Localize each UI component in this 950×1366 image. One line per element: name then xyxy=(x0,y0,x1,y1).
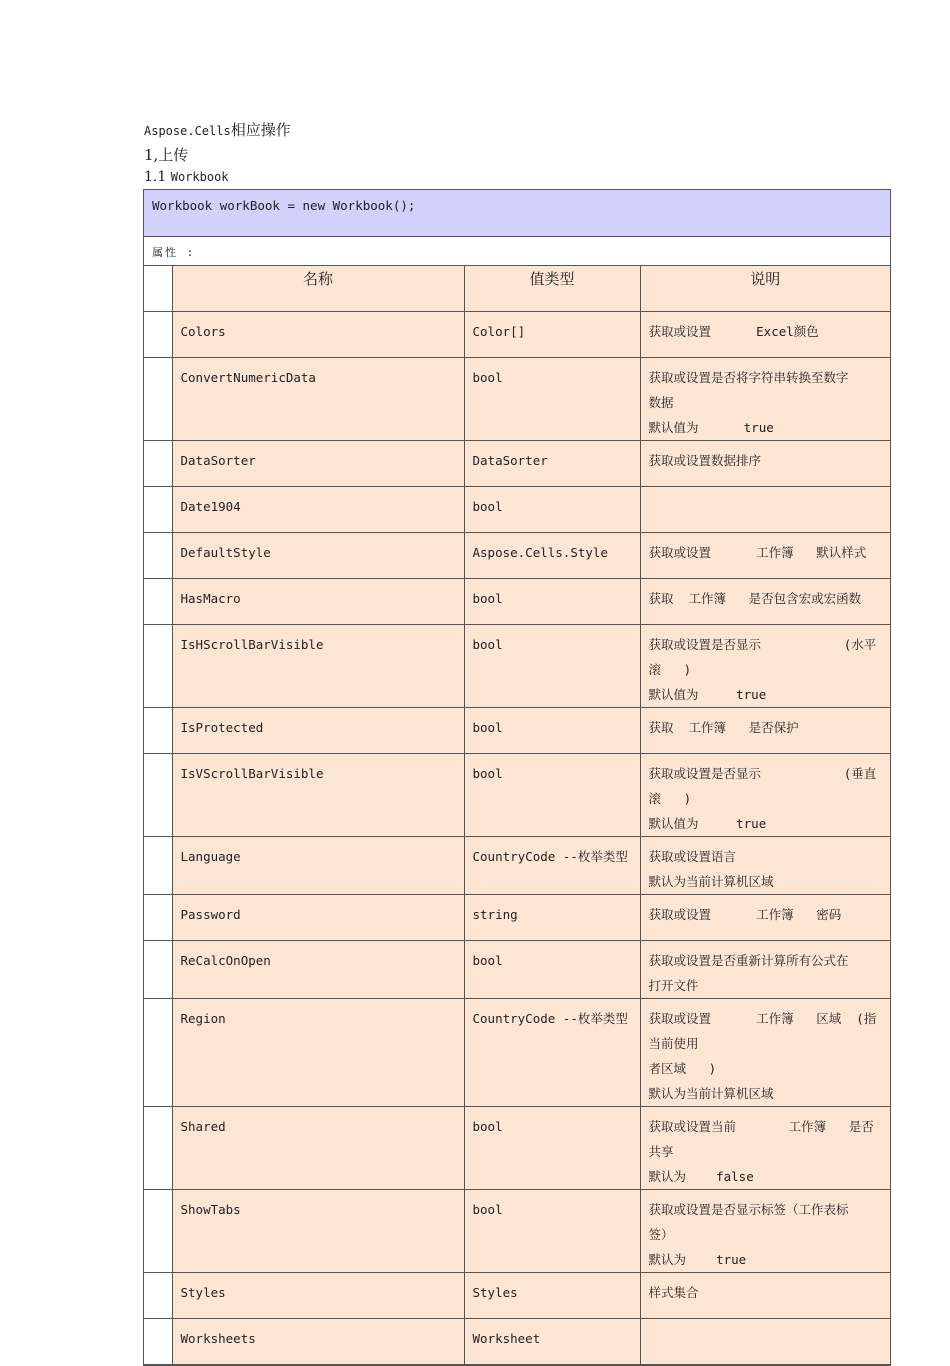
property-type: Styles xyxy=(464,1272,640,1318)
row-index-cell xyxy=(144,753,172,836)
header-type: 值类型 xyxy=(464,266,640,311)
property-description xyxy=(640,357,890,440)
property-name: IsProtected xyxy=(172,707,464,753)
row-index-cell xyxy=(144,357,172,440)
property-name: Password xyxy=(172,894,464,940)
doc-title-en: Aspose.Cells xyxy=(144,124,231,138)
property-description xyxy=(640,1106,890,1189)
property-name: ShowTabs xyxy=(172,1189,464,1272)
description-line: 默认为 false xyxy=(648,1168,754,1184)
code-snippet: Workbook workBook = new Workbook(); xyxy=(144,190,890,237)
property-type: Aspose.Cells.Style xyxy=(464,532,640,578)
property-description xyxy=(640,532,890,578)
row-index-cell xyxy=(144,940,172,998)
section-heading-upload: 1,上传 xyxy=(144,146,189,164)
table-row xyxy=(144,940,890,998)
properties-table xyxy=(144,266,890,1365)
property-name: Styles xyxy=(172,1272,464,1318)
property-name: Worksheets xyxy=(172,1318,464,1364)
property-type: bool xyxy=(464,1189,640,1272)
description-line: 默认值为 true xyxy=(648,686,767,702)
property-description xyxy=(640,624,890,707)
property-description xyxy=(640,1189,890,1272)
row-index-cell xyxy=(144,1106,172,1189)
property-type: Color[] xyxy=(464,311,640,357)
table-row xyxy=(144,440,890,486)
table-row xyxy=(144,894,890,940)
description-line: 默认为当前计算机区域 xyxy=(648,873,774,889)
property-name: DefaultStyle xyxy=(172,532,464,578)
row-index-cell xyxy=(144,486,172,532)
property-type: bool xyxy=(464,1106,640,1189)
table-row xyxy=(144,1318,890,1364)
property-name: DataSorter xyxy=(172,440,464,486)
description-line: 获取 工作簿 是否包含宏或宏函数 xyxy=(648,590,862,606)
description-line: 获取或设置 工作簿 密码 xyxy=(648,906,842,922)
table-row xyxy=(144,624,890,707)
section-heading-workbook xyxy=(144,169,229,185)
property-type: CountryCode --枚举类型 xyxy=(464,998,640,1106)
property-name: Shared xyxy=(172,1106,464,1189)
property-name: Colors xyxy=(172,311,464,357)
property-description xyxy=(640,486,890,532)
property-description xyxy=(640,440,890,486)
property-description xyxy=(640,707,890,753)
table-row xyxy=(144,1272,890,1318)
property-description xyxy=(640,311,890,357)
row-index-cell xyxy=(144,998,172,1106)
description-line: 默认为当前计算机区域 xyxy=(648,1085,774,1101)
property-description xyxy=(640,836,890,894)
description-line: 获取或设置当前 工作簿 是否共享 xyxy=(648,1118,874,1159)
property-description xyxy=(640,1318,890,1364)
property-name: IsHScrollBarVisible xyxy=(172,624,464,707)
description-line: 默认为 true xyxy=(648,1251,747,1267)
property-type: string xyxy=(464,894,640,940)
section-number: 1.1 xyxy=(144,169,167,185)
table-row xyxy=(144,836,890,894)
table-row xyxy=(144,1189,890,1272)
property-description xyxy=(640,894,890,940)
property-description xyxy=(640,940,890,998)
header-index-cell xyxy=(144,266,172,311)
description-line: 者区域 ) xyxy=(648,1060,717,1076)
row-index-cell xyxy=(144,578,172,624)
row-index-cell xyxy=(144,440,172,486)
description-line: 默认值为 true xyxy=(648,815,767,831)
property-type: bool xyxy=(464,753,640,836)
section-name: Workbook xyxy=(170,170,229,184)
table-row xyxy=(144,486,890,532)
property-name: HasMacro xyxy=(172,578,464,624)
property-name: ConvertNumericData xyxy=(172,357,464,440)
description-line: 获取或设置是否显示标签（工作表标 xyxy=(648,1201,849,1217)
attributes-label: 属性 : xyxy=(144,237,890,266)
description-line: 签） xyxy=(648,1226,674,1242)
description-line: 获取或设置语言 xyxy=(648,848,737,864)
property-description xyxy=(640,1272,890,1318)
property-description xyxy=(640,578,890,624)
description-line: 获取或设置 工作簿 区域 (指当前使用 xyxy=(648,1010,877,1051)
description-line: 样式集合 xyxy=(648,1284,699,1300)
property-type: CountryCode --枚举类型 xyxy=(464,836,640,894)
table-row xyxy=(144,357,890,440)
description-line: 获取或设置是否将字符串转换至数字 xyxy=(648,369,849,385)
row-index-cell xyxy=(144,532,172,578)
property-name: ReCalcOnOpen xyxy=(172,940,464,998)
property-type: Worksheet xyxy=(464,1318,640,1364)
property-type: bool xyxy=(464,624,640,707)
row-index-cell xyxy=(144,836,172,894)
description-line: 获取或设置是否显示 (垂直滚 ) xyxy=(648,765,877,806)
property-type: bool xyxy=(464,486,640,532)
table-row xyxy=(144,753,890,836)
row-index-cell xyxy=(144,1189,172,1272)
description-line: 默认值为 true xyxy=(648,419,774,435)
row-index-cell xyxy=(144,1272,172,1318)
row-index-cell xyxy=(144,1318,172,1364)
table-header-row xyxy=(144,266,890,311)
table-row xyxy=(144,998,890,1106)
description-line: 获取或设置 工作簿 默认样式 xyxy=(648,544,867,560)
table-row xyxy=(144,532,890,578)
description-line: 获取或设置是否重新计算所有公式在 xyxy=(648,952,849,968)
property-name: Region xyxy=(172,998,464,1106)
description-line: 获取或设置是否显示 (水平滚 ) xyxy=(648,636,877,677)
property-name: IsVScrollBarVisible xyxy=(172,753,464,836)
description-line: 获取或设置 Excel颜色 xyxy=(648,323,819,339)
header-name: 名称 xyxy=(172,266,464,311)
description-line: 获取 工作簿 是否保护 xyxy=(648,719,799,735)
row-index-cell xyxy=(144,624,172,707)
table-row xyxy=(144,311,890,357)
property-type: bool xyxy=(464,940,640,998)
doc-title xyxy=(144,119,291,140)
header-description: 说明 xyxy=(640,266,890,311)
workbook-spec-box xyxy=(143,189,891,1366)
property-name: Language xyxy=(172,836,464,894)
doc-title-zh: 相应操作 xyxy=(230,121,291,139)
description-line: 数据 xyxy=(648,394,674,410)
table-row xyxy=(144,578,890,624)
property-description xyxy=(640,753,890,836)
row-index-cell xyxy=(144,311,172,357)
property-type: DataSorter xyxy=(464,440,640,486)
row-index-cell xyxy=(144,894,172,940)
property-type: bool xyxy=(464,357,640,440)
property-description xyxy=(640,998,890,1106)
description-line: 获取或设置数据排序 xyxy=(648,452,762,468)
property-type: bool xyxy=(464,707,640,753)
table-row xyxy=(144,1106,890,1189)
property-type: bool xyxy=(464,578,640,624)
description-line: 打开文件 xyxy=(648,977,699,993)
row-index-cell xyxy=(144,707,172,753)
property-name: Date1904 xyxy=(172,486,464,532)
table-row xyxy=(144,707,890,753)
